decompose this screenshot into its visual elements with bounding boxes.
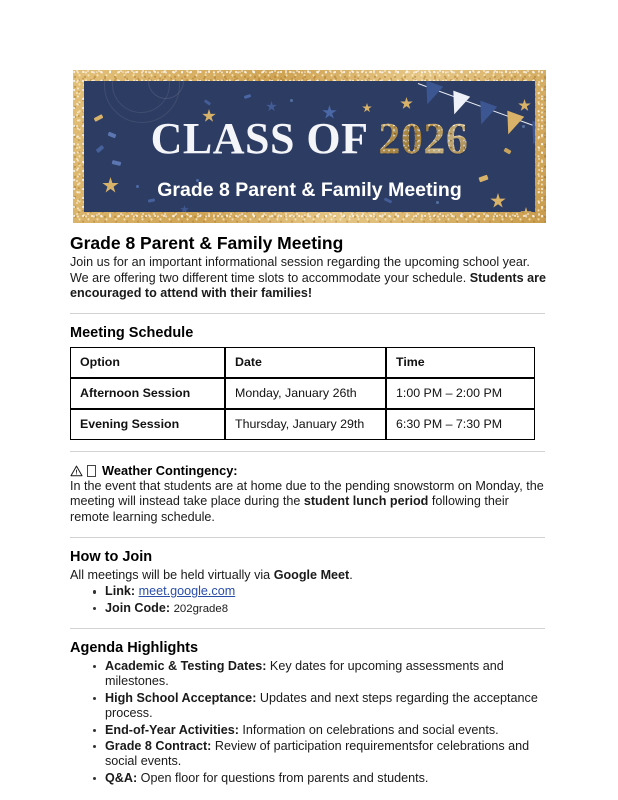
- join-code-label: Join Code:: [105, 600, 171, 615]
- agenda-item-label: Grade 8 Contract:: [105, 739, 212, 753]
- weather-contingency-heading: [70, 462, 546, 479]
- cell-time: 1:00 PM – 2:00 PM: [386, 378, 535, 409]
- agenda-item-label: End-of-Year Activities:: [105, 722, 239, 737]
- column-header-date: Date: [225, 347, 386, 378]
- join-text-2: .: [349, 567, 353, 582]
- decor-star: [518, 99, 531, 112]
- list-item: [105, 739, 546, 770]
- cell-option: Afternoon Session: [70, 378, 225, 409]
- decor-dot: [290, 99, 293, 102]
- divider: [70, 313, 545, 314]
- warning-triangle-icon: [70, 464, 83, 476]
- divider: [70, 537, 545, 538]
- agenda-item-text: Open floor for questions from parents and students.: [137, 770, 429, 785]
- banner-title-main: CLASS OF: [150, 114, 367, 163]
- decor-star: [180, 205, 189, 212]
- join-text-1: All meetings will be held virtually via: [70, 567, 274, 582]
- how-to-join-list: [70, 584, 546, 617]
- agenda-list: [70, 659, 546, 786]
- weather-text-bold: student lunch period: [303, 494, 429, 509]
- join-text-bold: Google Meet: [273, 567, 350, 582]
- cell-time: 6:30 PM – 7:30 PM: [386, 409, 535, 440]
- intro-paragraph: [70, 255, 546, 302]
- banner-inner-panel: [84, 81, 535, 212]
- agenda-item-label: High School Acceptance:: [105, 690, 257, 705]
- cell-option: Evening Session: [70, 409, 225, 440]
- column-header-option: Option: [70, 347, 225, 378]
- banner-subtitle: Grade 8 Parent & Family Meeting: [157, 179, 462, 201]
- decor-confetti: [204, 99, 211, 105]
- list-item: [105, 723, 546, 738]
- table-header-row: [70, 347, 535, 378]
- agenda-item-text: Information on celebrations and social events.: [238, 722, 499, 737]
- weather-text-1: In the event that students are at home due to the pending snowstorm on Monday, the meeting will instead take place during the: [70, 478, 544, 509]
- decor-confetti: [244, 94, 252, 99]
- cell-date: Monday, January 26th: [225, 378, 386, 409]
- banner-title-year: 2026: [378, 114, 469, 163]
- meeting-schedule-table: [70, 347, 535, 440]
- schedule-heading: Meeting Schedule: [70, 324, 194, 341]
- divider: [70, 451, 545, 452]
- agenda-heading: Agenda Highlights: [70, 639, 199, 656]
- class-of-2026-banner: [73, 70, 546, 223]
- decor-star: [362, 103, 372, 113]
- table-row: [70, 409, 535, 440]
- agenda-item-text: Updates and next steps regarding the acceptance process.: [105, 690, 538, 721]
- agenda-item-label: Q&A:: [105, 770, 138, 785]
- list-item: [105, 691, 546, 722]
- weather-contingency-label: Weather Contingency:: [102, 462, 238, 478]
- table-row: [70, 378, 535, 409]
- join-link-label: Link:: [105, 584, 136, 599]
- list-item: [105, 771, 546, 786]
- join-code-value: 202grade8: [173, 602, 229, 615]
- list-item: [105, 584, 546, 599]
- list-item: [105, 601, 546, 617]
- cell-date: Thursday, January 29th: [225, 409, 386, 440]
- divider: [70, 628, 545, 629]
- weather-contingency-paragraph: [70, 479, 546, 526]
- agenda-item-label: Academic & Testing Dates:: [105, 658, 267, 673]
- list-item: [105, 659, 546, 690]
- flyer-content: [70, 233, 546, 787]
- weather-text-2: following their remote learning schedule.: [70, 494, 509, 524]
- column-header-time: Time: [386, 347, 535, 378]
- intro-text-bold: Students are encouraged to attend with their families!: [70, 270, 547, 301]
- decor-star: [266, 101, 277, 112]
- decor-star: [400, 97, 413, 110]
- agenda-item-text: Key dates for upcoming assessments and milestones.: [105, 658, 504, 689]
- page-title: Grade 8 Parent & Family Meeting: [70, 233, 344, 253]
- decor-star: [520, 207, 532, 212]
- intro-text: Join us for an important informational session regarding the upcoming school year. We are offering two different time slots to accommodate your schedule.: [70, 255, 530, 285]
- decor-dot: [436, 201, 439, 204]
- missing-glyph-box-icon: [87, 465, 96, 477]
- meet-link[interactable]: meet.google.com: [138, 584, 236, 599]
- agenda-item-text: Review of participation requirementsfor celebrations and social events.: [105, 739, 530, 769]
- how-to-join-paragraph: [70, 568, 546, 584]
- banner-title: [84, 114, 535, 163]
- how-to-join-heading: How to Join: [70, 548, 153, 565]
